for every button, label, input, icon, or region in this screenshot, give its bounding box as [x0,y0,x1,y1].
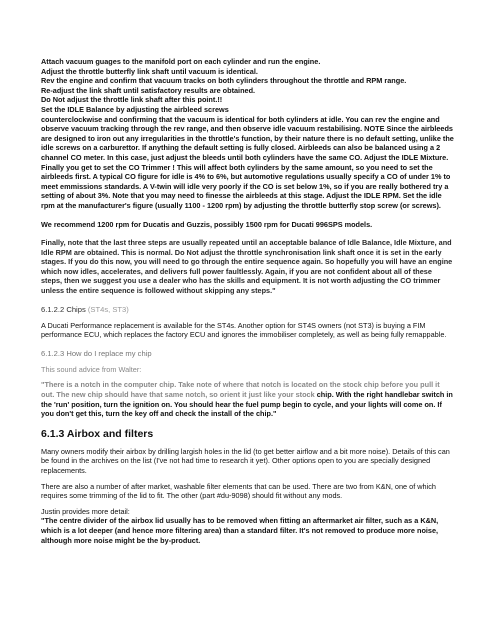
step-line: Rev the engine and confirm that vacuum tracks on both cylinders throughout the throttle and RPM range. [41,76,407,86]
replace-chip-heading: 6.1.2.3 How do I replace my chip [41,348,152,358]
chips-heading-models: (ST4s, ST3) [85,304,129,314]
airbox-paragraph-2: There are also a number of after market, washable filter elements that can be used. There are two from K&N, one of which requires some trimming of the lid to fit. The other (part #du-9098) should fit without any mods. [41,481,436,501]
advice-intro: This sound advice from Walter: [41,364,142,374]
step-line: Re-adjust the link shaft until satisfactory results are obtained. [41,85,256,95]
chip-quote [41,380,454,418]
airbox-heading: 6.1.3 Airbox and filters [41,427,154,440]
chips-heading-number: 6.1.2.2 Chips [41,304,86,314]
idle-balance-paragraph: counterclockwise and confirming that the vacuum is identical for both cylinders at idle. You can rev the engine and observe vacuum tracking through the rev range, and then observe idle vacuum restabilising. NOTE Since the airbleeds are designed to iron out any irregularities in the throttle's function, by their nature there is no default setting, unlike the idle screws on a carburettor. If anything the default setting is fully closed. Airbleeds can also be balanced using a 2 channel CO meter. In this case, just adjust the bleeds until both cylinders have the same CO. Adjust the IDLE Mixture. Finally you get to set the CO Trimmer ! This will affect both cylinders by the same amount, so you need to set the airbleeds first. A typical CO figure for idle is 4% to 6%, but automotive regulations usually specify a CO of under 1% to meet emmissions standards. A V-twin will idle very poorly if the CO is set below 1%, so if you are really bothered try a setting of about 3%. Note that you may need to finesse the airbleeds at this stage. Adjust the IDLE RPM. Set the idle rpm at the manufacturer's figure (usually 1100 - 1200 rpm) by adjusting the throttle butterfly stop screw (or screws). [41,114,454,210]
sync-steps [41,57,454,211]
justin-intro: Justin provides more detail: [41,506,130,516]
step-line: Adjust the throttle butterfly link shaft until vacuum is identical. [41,66,258,76]
step-line: Do Not adjust the throttle link shaft after this point.!! [41,95,223,105]
step-line: Set the IDLE Balance by adjusting the airbleed screws [41,104,229,114]
step-line: Attach vacuum guages to the manifold port on each cylinder and run the engine. [41,57,321,66]
finally-paragraph: Finally, note that the last three steps are usually repeated until an acceptable balance of Idle Balance, Idle Mixture, and Idle RPM are obtained. This is normal. Do Not adjust the throttle synchronisation link shaft once it is set in the early stages. If you do this now, you will need to go through the entire sequence again. So hopefully you will have an engine which now idles, accelerates, and delivers full power faultlessly. Again, if you are not confident about all of these steps, then we suggest you use a dealer who has the skills and equipment. It is not worth adjusting the CO trimmer unless the entire sequence is followed without skipping any steps." [41,238,453,296]
rpm-recommendation: We recommend 1200 rpm for Ducatis and Guzzis, possibly 1500 rpm for Ducati 996SPS models. [41,219,373,229]
chip-quote-dark: chip. With the right handlebar switch in the 'run' position, turn the ignition on. You should hear the fuel pump begin to cycle, and your lights will come on. If you don't get this, turn the key off and check the install of the chip." [41,390,453,419]
chip-quote-faded: "There is a notch in the computer chip. Take note of where that notch is located on the stock chip before you pull it out. The new chip should have that same notch, so orient it just like your stock [41,380,440,400]
chips-paragraph: A Ducati Performance replacement is available for the ST4s. Another option for ST4S owners (not ST3) is buying a FIM performance ECU, which replaces the factory ECU and ignores the immobiliser completely, as well as being fully remappable. [41,320,447,340]
justin-quote: "The centre divider of the airbox lid usually has to be removed when fitting an aftermarket air filter, such as a K&N, which is a lot deeper (and hence more filtering area) than a standard filter. It's not removed to produce more noise, although more noise might be the by-product. [41,516,439,545]
chips-heading [41,305,454,315]
airbox-paragraph-1: Many owners modify their airbox by drilling largish holes in the lid (to get better airflow and a bit more noise). Details of this can be found in the archives on the list (I've not had time to research it yet). Other options open to you are specially designed replacements. [41,446,450,475]
